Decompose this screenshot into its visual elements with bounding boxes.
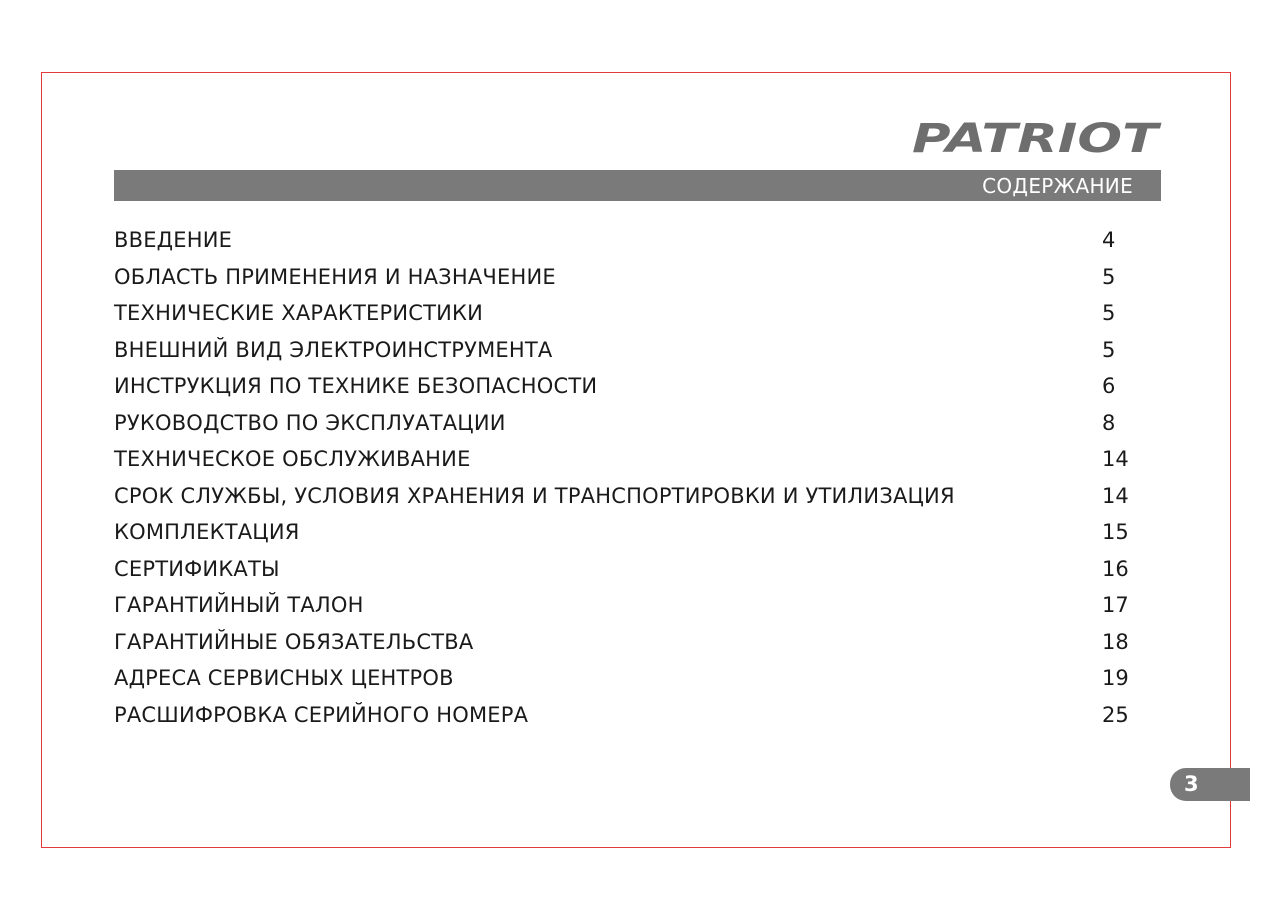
toc-entry-title: ТЕХНИЧЕСКОЕ ОБСЛУЖИВАНИЕ [114, 447, 471, 471]
toc-entry-title: ВВЕДЕНИЕ [114, 228, 233, 252]
toc-entry-title: ОБЛАСТЬ ПРИМЕНЕНИЯ И НАЗНАЧЕНИЕ [114, 264, 556, 289]
page-number-tab [1170, 768, 1250, 801]
toc-entry-title: РУКОВОДСТВО ПО ЭКСПЛУАТАЦИИ [114, 410, 506, 435]
toc-entry-title: ВНЕШНИЙ ВИД ЭЛЕКТРОИНСТРУМЕНТА [114, 337, 553, 362]
toc-entry[interactable] [114, 222, 1134, 259]
toc-entry-title: ТЕХНИЧЕСКИЕ ХАРАКТЕРИСТИКИ [114, 301, 484, 325]
toc-entry-title: ГАРАНТИЙНЫЕ ОБЯЗАТЕЛЬСТВА [114, 629, 474, 654]
toc-entry-title: ИНСТРУКЦИЯ ПО ТЕХНИКЕ БЕЗОПАСНОСТИ [114, 374, 598, 398]
toc-entry-title: СРОК СЛУЖБЫ, УСЛОВИЯ ХРАНЕНИЯ И ТРАНСПОРТИРОВКИ И УТИЛИЗАЦИЯ [114, 483, 955, 508]
table-of-contents [114, 222, 1134, 733]
toc-entry-page: 14 [1102, 447, 1129, 471]
toc-entry[interactable] [114, 514, 1134, 551]
toc-entry-page: 6 [1102, 374, 1116, 398]
section-title: СОДЕРЖАНИЕ [982, 174, 1133, 198]
page-number: 3 [1184, 772, 1199, 796]
toc-entry-page: 14 [1102, 483, 1129, 508]
toc-entry-title: РАСШИФРОВКА СЕРИЙНОГО НОМЕРА [114, 702, 529, 727]
toc-entry-page: 4 [1102, 228, 1116, 252]
section-header-bar [114, 170, 1161, 201]
toc-entry-page: 5 [1102, 264, 1116, 289]
toc-entry-page: 5 [1102, 337, 1116, 362]
toc-entry[interactable] [114, 441, 1134, 478]
toc-entry-page: 25 [1102, 702, 1129, 727]
toc-entry[interactable] [114, 624, 1134, 661]
toc-entry[interactable] [114, 697, 1134, 734]
toc-entry[interactable] [114, 587, 1134, 624]
toc-entry-page: 18 [1102, 629, 1129, 654]
toc-entry[interactable] [114, 259, 1134, 296]
toc-entry-page: 15 [1102, 520, 1129, 544]
toc-entry-title: СЕРТИФИКАТЫ [114, 556, 280, 581]
toc-entry-title: КОМПЛЕКТАЦИЯ [114, 520, 300, 544]
toc-entry-page: 8 [1102, 410, 1116, 435]
toc-entry[interactable] [114, 368, 1134, 405]
toc-entry[interactable] [114, 295, 1134, 332]
toc-entry-page: 17 [1102, 593, 1129, 617]
patriot-logo [910, 114, 1162, 160]
toc-entry[interactable] [114, 551, 1134, 588]
toc-entry[interactable] [114, 660, 1134, 697]
toc-entry[interactable] [114, 478, 1134, 515]
logo-text: PATRIOT [912, 116, 1162, 160]
toc-entry-page: 16 [1102, 556, 1129, 581]
toc-entry[interactable] [114, 332, 1134, 369]
toc-entry-title: ГАРАНТИЙНЫЙ ТАЛОН [114, 593, 364, 617]
toc-entry-title: АДРЕСА СЕРВИСНЫХ ЦЕНТРОВ [114, 666, 454, 690]
toc-entry-page: 19 [1102, 666, 1129, 690]
toc-entry[interactable] [114, 405, 1134, 442]
toc-entry-page: 5 [1102, 301, 1116, 325]
